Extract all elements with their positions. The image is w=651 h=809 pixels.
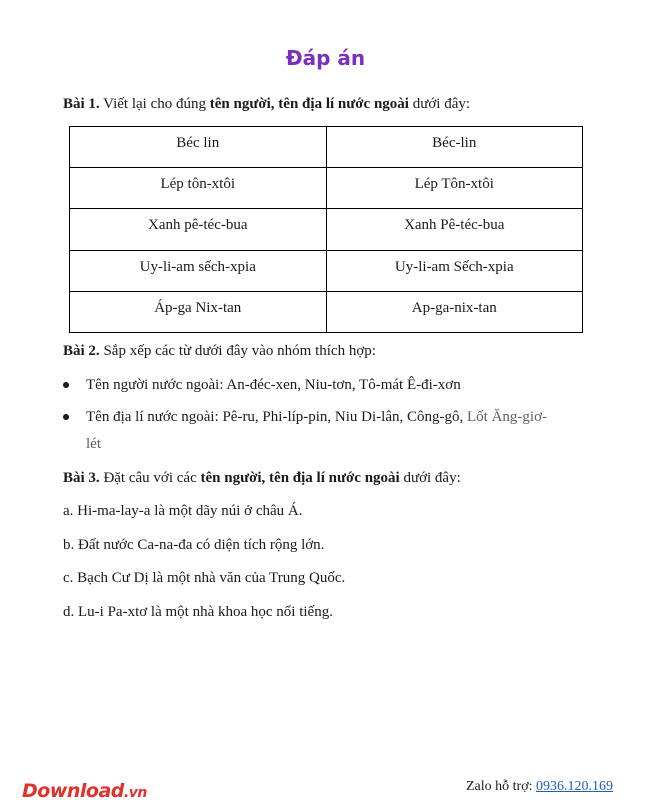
bai3-answer-d: d. Lu-i Pa-xtơ là một nhà khoa học nổi tiếng. bbox=[63, 604, 333, 620]
zalo-support bbox=[466, 779, 613, 795]
table-row bbox=[70, 291, 583, 332]
bai2-label: Bài 2. bbox=[63, 343, 100, 359]
bai2-text: Sắp xếp các từ dưới đây vào nhóm thích hợp: bbox=[99, 343, 376, 359]
table-cell-correct: Lép Tôn-xtôi bbox=[326, 168, 583, 209]
bai3-answer-a: a. Hi-ma-lay-a là một dãy núi ở châu Á. bbox=[63, 503, 303, 519]
bai3-pre: Đặt câu với các bbox=[99, 470, 201, 486]
page-title: Đáp án bbox=[285, 46, 366, 70]
bai1-pre: Viết lại cho đúng bbox=[99, 96, 210, 112]
bai3-bold: tên người, tên địa lí nước ngoài bbox=[200, 470, 400, 486]
table-cell-correct: Ap-ga-nix-tan bbox=[326, 291, 583, 332]
bai3-answer-b: b. Đất nước Ca-na-đa có diện tích rộng lớn. bbox=[63, 537, 325, 553]
answer-table bbox=[69, 126, 583, 333]
logo-tld: .vn bbox=[123, 785, 147, 801]
bullet-icon bbox=[63, 382, 69, 388]
download-logo[interactable] bbox=[22, 780, 147, 802]
table-cell-wrong: Lép tôn-xtôi bbox=[70, 168, 327, 209]
table-cell-wrong: Béc lin bbox=[70, 127, 327, 168]
bai2-item1: Tên người nước ngoài: An-đéc-xen, Niu-tơn, Tô-mát Ê-đi-xơn bbox=[86, 377, 461, 393]
table-cell-wrong: Xanh pê-téc-bua bbox=[70, 209, 327, 250]
bai3-heading bbox=[63, 468, 461, 488]
table-row bbox=[70, 209, 583, 250]
bai2-heading bbox=[63, 341, 376, 361]
bai1-bold: tên người, tên địa lí nước ngoài bbox=[209, 96, 409, 112]
bai2-item2-cont: lét bbox=[86, 436, 101, 452]
zalo-label: Zalo hỗ trợ: bbox=[466, 779, 536, 794]
bai3-answer-c: c. Bạch Cư Dị là một nhà văn của Trung Quốc. bbox=[63, 570, 346, 586]
bai1-post: dưới đây: bbox=[408, 96, 471, 112]
table-cell-correct: Xanh Pê-téc-bua bbox=[326, 209, 583, 250]
bai1-label: Bài 1. bbox=[63, 96, 100, 112]
bai1-heading bbox=[63, 94, 470, 114]
zalo-phone-link[interactable]: 0936.120.169 bbox=[536, 779, 613, 794]
table-cell-wrong: Uy-li-am sếch-xpia bbox=[70, 250, 327, 291]
table-row bbox=[70, 168, 583, 209]
bai2-item2 bbox=[86, 407, 547, 427]
bai2-item2-main: Tên địa lí nước ngoài: Pê-ru, Phi-líp-pin, Niu Di-lân, Công-gô, bbox=[86, 409, 468, 425]
table-cell-correct: Béc-lin bbox=[326, 127, 583, 168]
logo-main: Download bbox=[22, 780, 124, 802]
table-row bbox=[70, 250, 583, 291]
bai3-label: Bài 3. bbox=[63, 470, 100, 486]
table-cell-correct: Uy-li-am Sếch-xpia bbox=[326, 250, 583, 291]
table-row bbox=[70, 127, 583, 168]
table-cell-wrong: Áp-ga Nix-tan bbox=[70, 291, 327, 332]
bai2-item2-gray: Lốt Ăng-giơ- bbox=[467, 409, 548, 425]
bullet-icon bbox=[63, 414, 69, 420]
bai3-post: dưới đây: bbox=[399, 470, 461, 486]
